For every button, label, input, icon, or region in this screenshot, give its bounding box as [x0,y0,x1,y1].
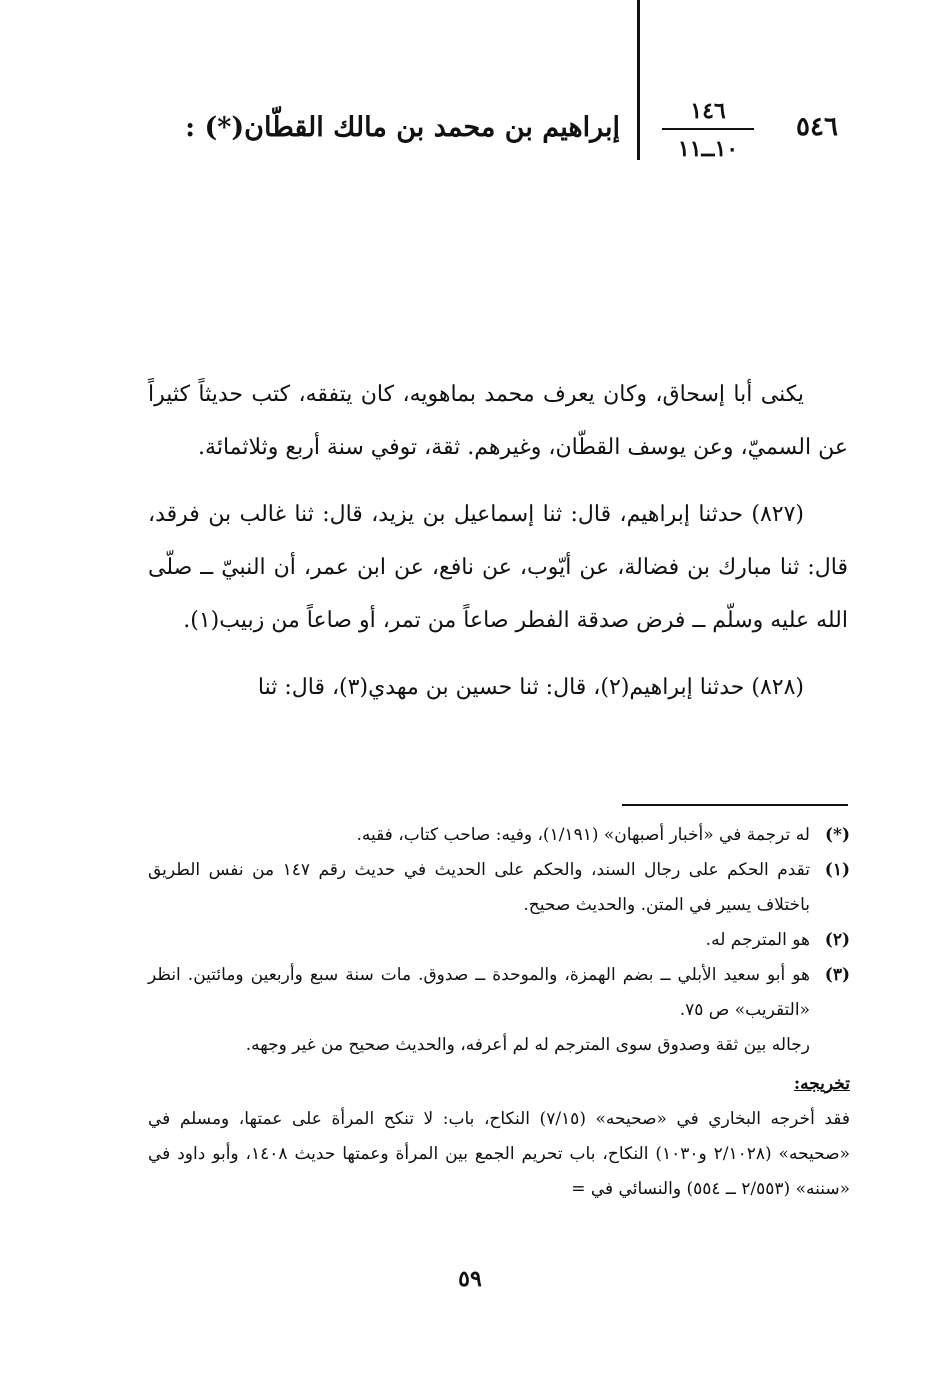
reference-fraction [658,96,758,164]
takhrij-text: فقد أخرجه البخاري في «صحيحه» (٧/١٥) النكاح، باب: لا تنكح المرأة على عمتها، ومسلم في «صحيحه» (٢/١٠٢٨ و١٠٣٠) النكاح، باب تحريم الجمع بين المرأة وعمتها حديث ١٤٠٨، وأبو داود في «سننه» (٢/٥٥٣ ــ ٥٥٤) والنسائي في = [148,1109,850,1199]
takhrij-heading: تخريجه: [793,1074,850,1094]
footnote-text: له ترجمة في «أخبار أصبهان» (١/١٩١)، وفيه: صاحب كتاب، فقيه. [356,825,810,845]
reference-denominator: ١٠ــ١١ [677,136,739,162]
footnote-mark: (٢) [824,930,850,950]
footnote-text: هو المترجم له. [705,930,810,950]
body-text [148,368,848,728]
footnote-text: تقدم الحكم على رجال السند، والحكم على الحديث في حديث رقم ١٤٧ من نفس الطريق باختلاف يسير في المتن. والحديث صحيح. [148,860,810,915]
body-paragraph: يكنى أبا إسحاق، وكان يعرف محمد بماهويه، كان يتفقه، كتب حديثاً كثيراً عن السميّ، وعن يوسف القطّان، وغيرهم. ثقة، توفي سنة أربع وثلاثمائة. [148,382,848,460]
footnote-separator [622,804,848,806]
footnote-mark: (١) [824,860,850,880]
entry-title: إبراهيم بن محمد بن مالك القطّان(*) : [185,112,620,143]
footnote-mark: (*) [825,825,850,845]
page-number: ٥٩ [458,1266,482,1292]
header-vertical-rule [637,0,640,160]
footnote-mark: (٣) [824,965,850,985]
footnote-continuation: رجاله بين ثقة وصدوق سوى المترجم له لم أعرفه، والحديث صحيح من غير وجهه. [245,1035,810,1055]
footnotes [148,818,850,1207]
footnote [148,853,850,923]
footnote [148,818,850,853]
entry-number: ٥٤٦ [796,112,838,142]
body-paragraph: (٨٢٧) حدثنا إبراهيم، قال: ثنا إسماعيل بن يزيد، قال: ثنا غالب بن فرقد، قال: ثنا مبارك بن فضالة، عن أيّوب، عن نافع، عن ابن عمر، أن النبيّ ــ صلّى الله عليه وسلّم ــ فرض صدقة الفطر صاعاً من تمر، أو صاعاً من زبيب(١). [148,502,848,633]
reference-numerator: ١٤٦ [690,98,726,124]
fraction-bar [662,128,754,130]
footnote [148,923,850,958]
footnote [148,958,850,1028]
body-paragraph: (٨٢٨) حدثنا إبراهيم(٢)، قال: ثنا حسين بن مهدي(٣)، قال: ثنا [257,675,804,700]
footnote-text: هو أبو سعيد الأبلي ــ بضم الهمزة، والموحدة ــ صدوق. مات سنة سبع وأربعين ومائتين. انظر «التقريب» ص ٧٥. [148,965,810,1020]
